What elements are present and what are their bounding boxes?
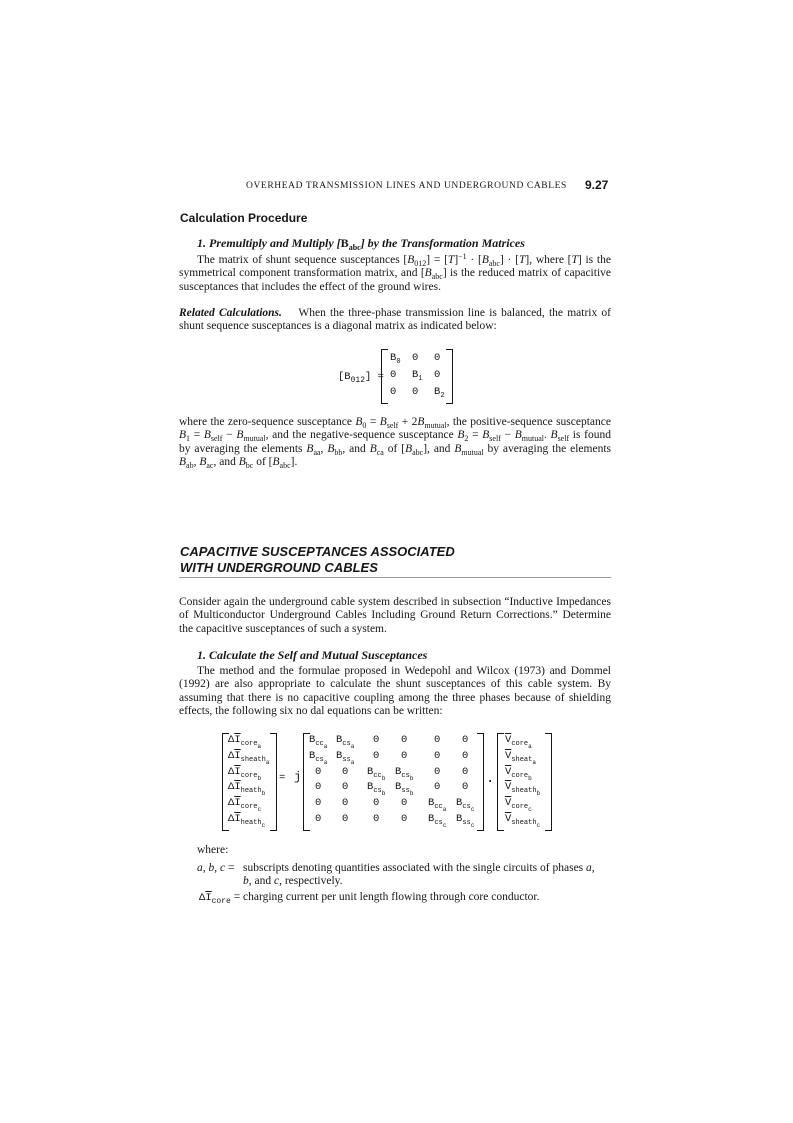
eq2-rhs-entry: $\overline{V}_{core_b}$ — [505, 765, 532, 782]
eq2-cell: 0 — [434, 781, 441, 794]
eq2-cell: 0 — [462, 765, 469, 778]
eq2-cell: 0 — [373, 734, 380, 746]
eq1-left-bracket — [381, 349, 388, 404]
page-number: 9.27 — [585, 178, 609, 192]
step-number: 1. — [197, 648, 206, 662]
eq2-cell: $B_{cs_a}$ — [309, 749, 328, 766]
eq1-cell: 0 — [434, 352, 441, 364]
def-abc-symbol: a, b, c = — [197, 862, 235, 874]
eq2-lhs-vector — [228, 734, 272, 830]
def-icore-symbol: $\Delta\overline{I}_{core}$ = — [199, 891, 241, 906]
eq1-lhs: $[B_{012}]$ = — [338, 371, 384, 385]
eq1-cell: $B_2$ — [434, 386, 445, 400]
step-title-matrix-sub: abc — [348, 243, 361, 252]
eq2-cell: 0 — [401, 749, 408, 762]
eq2-rhs-entry: $\overline{V}_{sheat_a}$ — [505, 749, 536, 766]
eq1-cell: 0 — [412, 352, 419, 364]
running-header: OVERHEAD TRANSMISSION LINES AND UNDERGROUND CABLES — [246, 181, 567, 191]
eq2-cell: 0 — [315, 765, 322, 778]
step-number: 1. — [197, 236, 206, 250]
eq2-cell: $B_{cs_c}$ — [428, 813, 447, 829]
related-label: Related Calculations. — [179, 307, 282, 319]
eq2-cell: $B_{cs_c}$ — [456, 797, 475, 814]
eq2-cell: $B_{cc_a}$ — [428, 797, 447, 814]
eq2-lhs-entry: $\Delta\overline{I}_{core_a}$ — [228, 734, 262, 750]
def-icore-text: charging current per unit length flowing through core conductor. — [243, 891, 540, 903]
eq2-cell: 0 — [373, 749, 380, 762]
eq1-cell: 0 — [390, 369, 397, 381]
eq2-lhs-entry: $\Delta\overline{I}_{core_c}$ — [228, 797, 262, 814]
related-calculations — [179, 307, 611, 334]
eq2-cell: 0 — [462, 734, 469, 746]
eq1-right-bracket — [446, 349, 453, 404]
paragraph-4: The method and the formulae proposed in Wedepohl and Wilcox (1973) and Dommel (1992) are also appropriate to calculate the shunt susceptances of this cable system. By assuming that there is no capacitive coupling among the three phases because of shielding effects, the following six no dal equations can be written: — [179, 665, 611, 717]
eq1-cell: $B_0$ — [390, 352, 401, 366]
section-rule — [179, 577, 611, 578]
eq2-rhs-left-bracket — [497, 733, 504, 831]
eq2-cell: $B_{ss_b}$ — [395, 781, 414, 798]
eq1-cell: 0 — [390, 386, 397, 398]
eq2-cell: 0 — [462, 781, 469, 794]
eq2-cell: 0 — [342, 797, 349, 810]
eq2-cell: 0 — [315, 813, 322, 825]
eq2-rhs-entry: $\overline{V}_{sheath_c}$ — [505, 813, 541, 829]
paragraph-3: Consider again the underground cable system described in subsection “Inductive Impedances of Multiconductor Underground Cables Including Ground Return Corrections.” Determine the capacitive susceptances of such a system. — [179, 596, 611, 635]
eq2-cell: 0 — [462, 749, 469, 762]
step-title-matrix: B — [340, 236, 349, 250]
eq2-rhs-entry: $\overline{V}_{core_c}$ — [505, 797, 532, 814]
eq2-cell: $B_{ss_c}$ — [456, 813, 475, 829]
eq2-lhs-entry: $\Delta\overline{I}_{core_b}$ — [228, 765, 262, 782]
eq1-cell: $B_1$ — [412, 369, 423, 383]
eq2-j: j — [294, 770, 302, 784]
eq2-cell: 0 — [401, 797, 408, 810]
section-heading-line-1: CAPACITIVE SUSCEPTANCES ASSOCIATED — [180, 544, 455, 559]
eq2-cell: 0 — [373, 797, 380, 810]
related-text: When the three-phase transmission line is balanced, the matrix of shunt sequence susceptances is a diagonal matrix as indicated below: — [179, 307, 611, 333]
eq2-cell: 0 — [342, 781, 349, 794]
eq2-lhs-entry: $\Delta\overline{I}_{heath_c}$ — [228, 813, 266, 829]
eq2-lhs-entry: $\Delta\overline{I}_{sheath_a}$ — [228, 749, 270, 766]
eq2-lhs-entry: $\Delta\overline{I}_{heath_b}$ — [228, 781, 266, 798]
eq2-matrix — [309, 734, 481, 830]
section-heading-line-2: WITH UNDERGROUND CABLES — [180, 559, 378, 575]
section-heading — [180, 544, 455, 575]
step-2-heading — [197, 648, 427, 663]
step-title: Calculate the Self and Mutual Susceptances — [209, 648, 428, 662]
eq2-cell: 0 — [434, 734, 441, 746]
paragraph-1: The matrix of shunt sequence susceptances $[B_{012}] = [T]^{-1} \cdot [B_{abc}] \cdot [T]$, where [T] is the symmetrical component transformation matrix, and $[B_{abc}]$ is the reduced matrix of capacitive susceptances that includes the effect of the ground wires. — [179, 252, 611, 293]
eq1-cell: 0 — [434, 369, 441, 381]
def-abc-text: subscripts denoting quantities associated with the single circuits of phases a, b, and c, respectively. — [243, 862, 595, 888]
eq2-cell: 0 — [434, 749, 441, 762]
paragraph-2: where the zero-sequence susceptance $B_0 = B_{self} + 2B_{mutual}$, the positive-sequence susceptance $B_1 = B_{self} - B_{mutual}$, and the negative-sequence susceptance $B_2 = B_{self} - B_{mutual}$. $B_{self}$ is found by averaging the elements $B_{aa}$, $B_{bb}$, and $B_{ca}$ of $[B_{abc}]$, and $B_{mutual}$ by averaging the elements $B_{ab}$, $B_{ac}$, and $B_{bc}$ of $[B_{abc}]$. — [179, 416, 611, 470]
eq2-equals: = — [279, 772, 286, 784]
eq2-cell: 0 — [342, 765, 349, 778]
eq2-cell: 0 — [401, 813, 408, 825]
eq2-cell: $B_{cc_a}$ — [309, 734, 328, 750]
step-1-heading — [197, 236, 525, 251]
eq2-cell: 0 — [373, 813, 380, 825]
eq2-cell: $B_{cc_b}$ — [367, 765, 386, 782]
eq2-rhs-entry: $\overline{V}_{core_a}$ — [505, 734, 532, 750]
eq2-cell: 0 — [315, 797, 322, 810]
eq2-cell: $B_{cs_b}$ — [367, 781, 386, 798]
where-label: where: — [197, 844, 229, 856]
eq1-matrix — [388, 352, 446, 402]
step-title-prefix: Premultiply and Multiply [ — [209, 236, 341, 250]
eq2-cell: $B_{cs_b}$ — [395, 765, 414, 782]
step-title-suffix: ] by the Transformation Matrices — [360, 236, 525, 250]
eq2-rhs-entry: $\overline{V}_{sheath_b}$ — [505, 781, 541, 798]
eq1-cell: 0 — [412, 386, 419, 398]
calc-procedure-heading: Calculation Procedure — [180, 211, 308, 225]
eq2-rhs-vector — [505, 734, 549, 830]
eq2-cell: 0 — [315, 781, 322, 794]
eq2-dot: · — [486, 774, 495, 790]
eq2-cell: 0 — [401, 734, 408, 746]
eq2-cell: $B_{ss_a}$ — [336, 749, 355, 766]
eq2-cell: 0 — [342, 813, 349, 825]
eq2-cell: 0 — [434, 765, 441, 778]
eq2-cell: $B_{cs_a}$ — [336, 734, 355, 750]
